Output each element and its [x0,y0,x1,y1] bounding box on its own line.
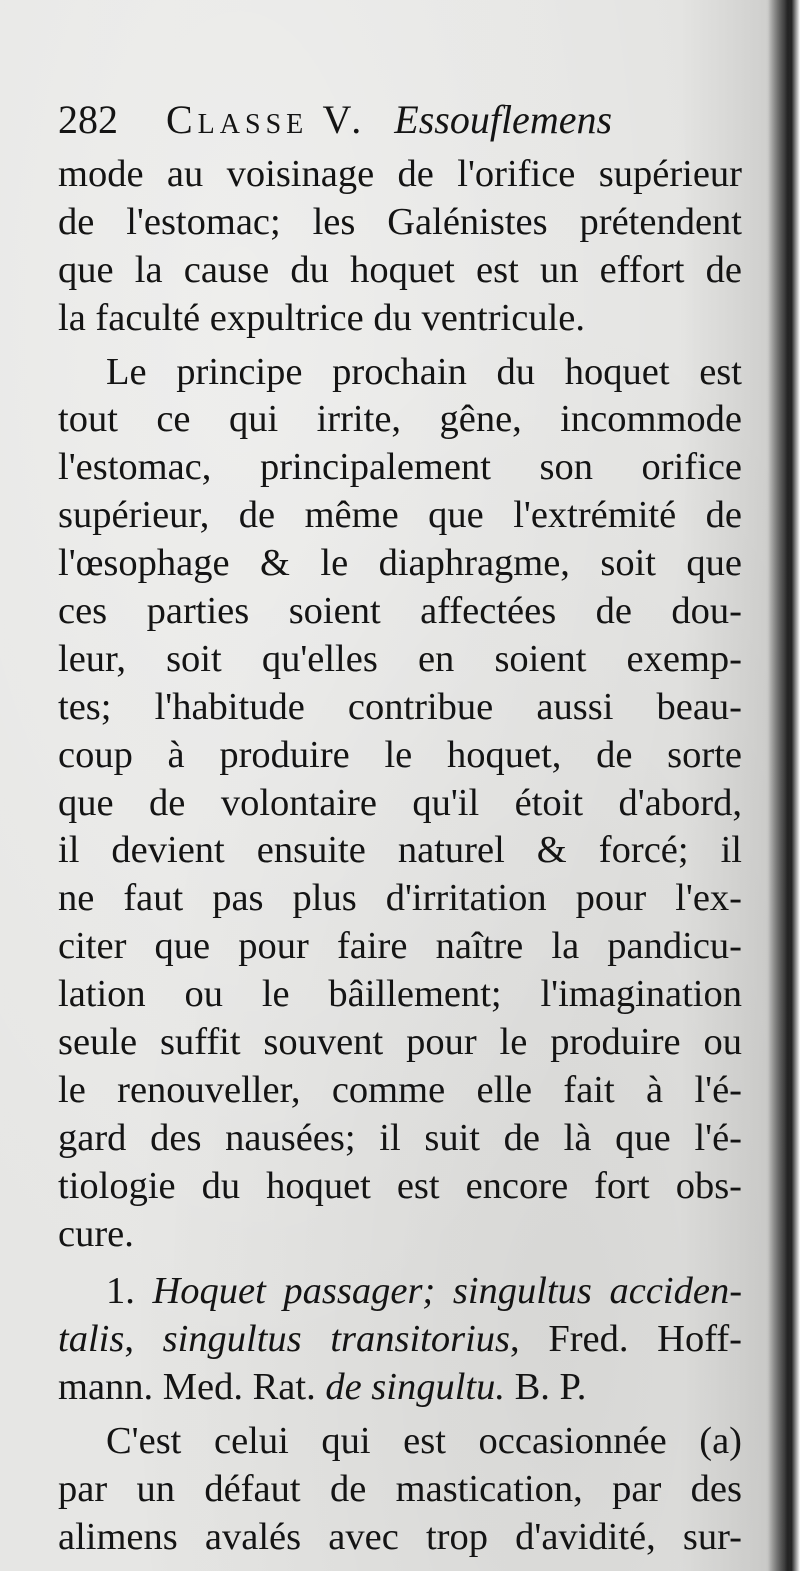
entry-latin-name: singultus acciden- [452,1270,743,1313]
entry-reference-title: de singultu. [325,1366,505,1409]
text-line: cure. [58,1212,134,1255]
entry-reference: mann. Med. Rat. [58,1366,316,1409]
text-line: de l'estomac; les Galénistes prétendent [58,200,742,243]
body-text [58,151,742,1562]
text-line: l'œsophage & le diaphragme, soit que [58,542,742,585]
text-line: alimens avalés avec trop d'avidité, sur- [58,1515,742,1558]
text-line: ces parties soient affectées de dou- [58,590,742,633]
page-number: 282 [58,97,118,142]
class-heading: Classe V. [166,97,367,142]
entry-line [58,1364,742,1412]
text-line: seule suffit souvent pour le produire ou [58,1021,742,1064]
text-line: le renouveller, comme elle fait à l'é- [58,1068,742,1111]
text-line: par un défaut de mastication, par des [58,1468,742,1511]
entry-reference: , Fred. Hoff- [510,1318,742,1361]
text-line: lation ou le bâillement; l'imagination [58,973,742,1016]
text-line: mode au voisinage de l'orifice supérieur [58,153,742,195]
text-line: tiologie du hoquet est encore fort obs- [58,1164,742,1207]
text-line: C'est celui qui est occasionnée (a) [106,1420,742,1463]
running-title: Essouflemens [394,97,613,142]
entry-line [58,1268,742,1316]
text-line: la faculté expultrice du ventricule. [58,296,585,339]
entry-name: Hoquet passager; [152,1270,436,1313]
text-line: que la cause du hoquet est un effort de [58,248,742,291]
entry-number: 1. [106,1270,135,1313]
text-line: tout ce qui irrite, gêne, incommode [58,398,742,441]
text-line: coup à produire le hoquet, de sorte [58,733,742,776]
text-line: que de volontaire qu'il étoit d'abord, [58,781,742,824]
running-head [58,96,738,144]
text-line: leur, soit qu'elles en soient exemp- [58,637,742,680]
entry-latin-name: talis [58,1318,125,1361]
text-line: l'estomac, principalement son orifice [58,446,742,489]
text-line: citer que pour faire naître la pandicu- [58,925,742,968]
text-line: ne faut pas plus d'irritation pour l'ex- [58,877,742,920]
text-line: gard des nausées; il suit de là que l'é- [58,1116,742,1159]
text-line: Le principe prochain du hoquet est [106,350,742,393]
entry-line [58,1316,742,1364]
entry-separator: , [124,1318,134,1361]
entry-reference: B. P. [514,1366,587,1409]
text-line: supérieur, de même que l'extrémité de [58,494,742,537]
text-line: tes; l'habitude contribue aussi beau- [58,685,742,728]
text-line: il devient ensuite naturel & forcé; il [58,829,742,872]
entry-latin-name: singultus transitorius [162,1318,511,1361]
binding-gutter [766,0,800,1571]
